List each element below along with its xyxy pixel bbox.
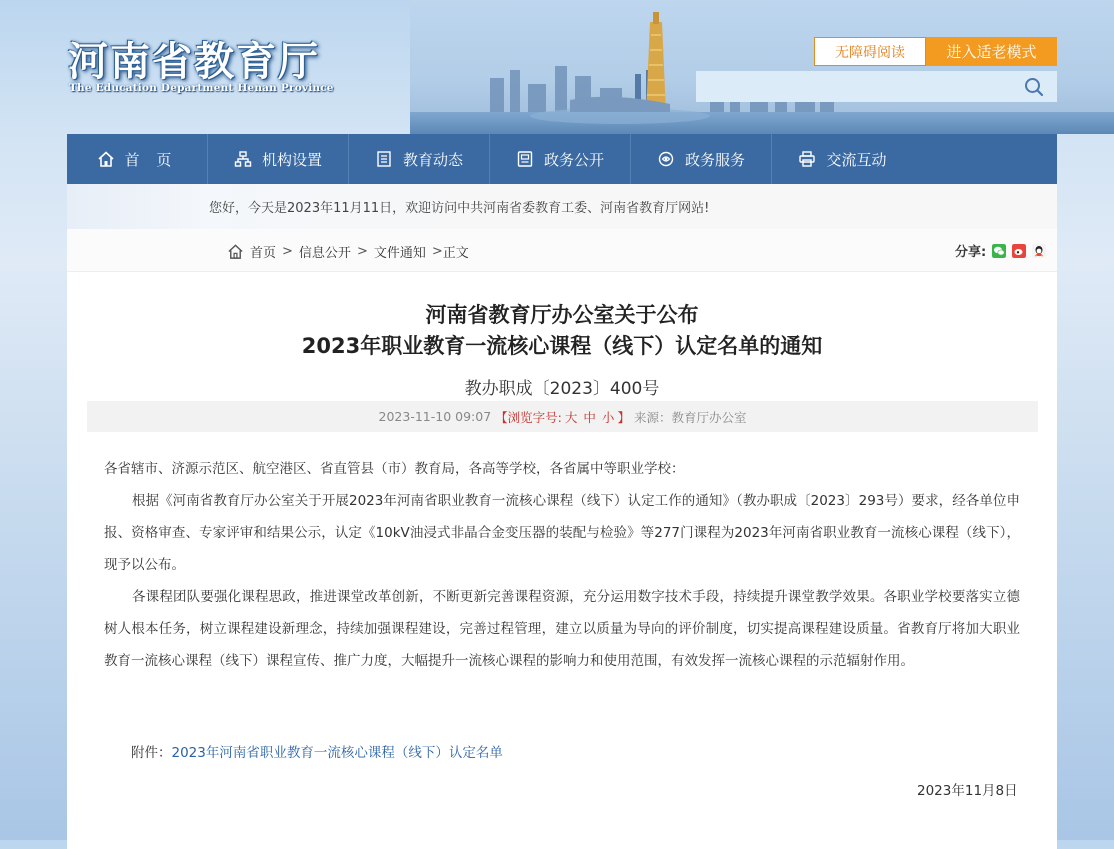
nav-item-home[interactable] [67,134,208,184]
nav-item-label: 首 页 [124,150,178,169]
article-salutation: 各省辖市、济源示范区、航空港区、省直管县（市）教育局，各高等学校，各省属中等职业学校： [104,461,685,477]
font-size-small-button[interactable]: 小 [601,409,615,425]
qq-icon[interactable] [1032,244,1046,258]
nav-item-label: 政务公开 [543,150,604,169]
breadcrumb-file-notices[interactable]: 文件通知 [373,246,426,261]
share-label: 分享: [955,245,987,260]
accessibility-reading-button[interactable]: 无障碍阅读 [814,37,926,66]
article-meta-bar [87,401,1038,432]
document-number: 教办职成〔2023〕400号 [464,379,660,399]
article-paragraph: 各课程团队要强化课程思政，推进课堂改革创新，不断更新完善课程资源，充分运用数字技术手段，持续提升课堂教学效果。各职业学校要落实立德树人根本任务，树立课程建设新理念，持续加强课程建设，完善过程管理，建立以质量为导向的评价制度，切实提高课程建设质量。省教育厅将加大职业教育一流核心课程（线下）课程宣传、推广力度，大幅提升一流核心课程的影响力和使用范围，有效发挥一流核心课程的示范辐射作用。 [104,589,1020,669]
breadcrumb-separator: > [356,244,368,259]
nav-item-government-services[interactable] [631,134,772,184]
site-header [0,0,1114,134]
nav-item-label: 政务服务 [684,150,745,169]
article-paragraph: 根据《河南省教育厅办公室关于开展2023年河南省职业教育一流核心课程（线下）认定工作的通知》（教办职成〔2023〕293号）要求，经各单位申报、资格审查、专家评审和结果公示，认定《10kV油浸式非晶合金变压器的装配与检验》等277门课程为2023年河南省职业教育一流核心课程（线下），现予以公布。 [104,493,1020,573]
welcome-bar [67,184,1057,229]
attachment-label: 附件： [131,745,172,761]
nav-item-communication[interactable] [772,134,913,184]
font-size-label: 【浏览字号: [495,409,562,425]
search-input[interactable] [696,71,1057,102]
main-navigation [67,134,1057,184]
elder-mode-button[interactable]: 进入适老模式 [926,37,1057,66]
article-title-line1: 河南省教育厅办公室关于公布 [425,303,699,327]
share-bar [955,241,1046,260]
nav-item-education-news[interactable] [349,134,490,184]
news-icon [375,150,393,168]
article-source: 来源：教育厅办公室 [633,409,747,425]
breadcrumb-home[interactable]: 首页 [250,246,277,261]
nav-item-government-affairs-disclosure[interactable] [490,134,631,184]
font-size-label-close: 】 [617,409,630,425]
weibo-icon[interactable] [1012,244,1026,258]
wechat-icon[interactable] [992,244,1006,258]
breadcrumb [227,242,469,261]
publish-datetime: 2023-11-10 09:07 [378,409,492,424]
article-panel [67,229,1057,849]
welcome-message: 您好，今天是2023年11月11日，欢迎访问中共河南省委教育工委、河南省教育厅网站! [209,201,710,216]
home-icon [227,243,244,260]
font-size-medium-button[interactable]: 中 [583,409,596,425]
article-title-line2: 2023年职业教育一流核心课程（线下）认定名单的通知 [301,334,823,358]
search-icon[interactable] [1023,76,1045,98]
document-icon [516,150,534,168]
article-body [104,453,1020,677]
article-sign-date: 2023年11月8日 [917,783,1018,799]
nav-item-label: 机构设置 [261,150,322,169]
attachment-row [131,741,503,761]
site-logo-english: The Education Department Henan Province [69,82,334,94]
breadcrumb-info-disclosure[interactable]: 信息公开 [298,246,351,261]
breadcrumb-separator: > [431,244,443,259]
breadcrumb-bar [67,229,1057,272]
nav-item-label: 交流互动 [826,150,887,169]
attachment-link[interactable]: 2023年河南省职业教育一流核心课程（线下）认定名单 [171,745,503,761]
service-icon [657,150,675,168]
breadcrumb-current: 正文 [442,246,469,261]
header-cityscape-image [410,0,1114,134]
site-logo-chinese[interactable]: 河南省教育厅 [68,38,320,85]
breadcrumb-separator: > [282,244,293,259]
org-chart-icon [234,150,252,168]
nav-item-organization[interactable] [208,134,349,184]
home-icon [97,150,115,168]
interaction-icon [798,150,816,168]
font-size-large-button[interactable]: 大 [564,409,578,425]
nav-item-label: 教育动态 [402,150,463,169]
